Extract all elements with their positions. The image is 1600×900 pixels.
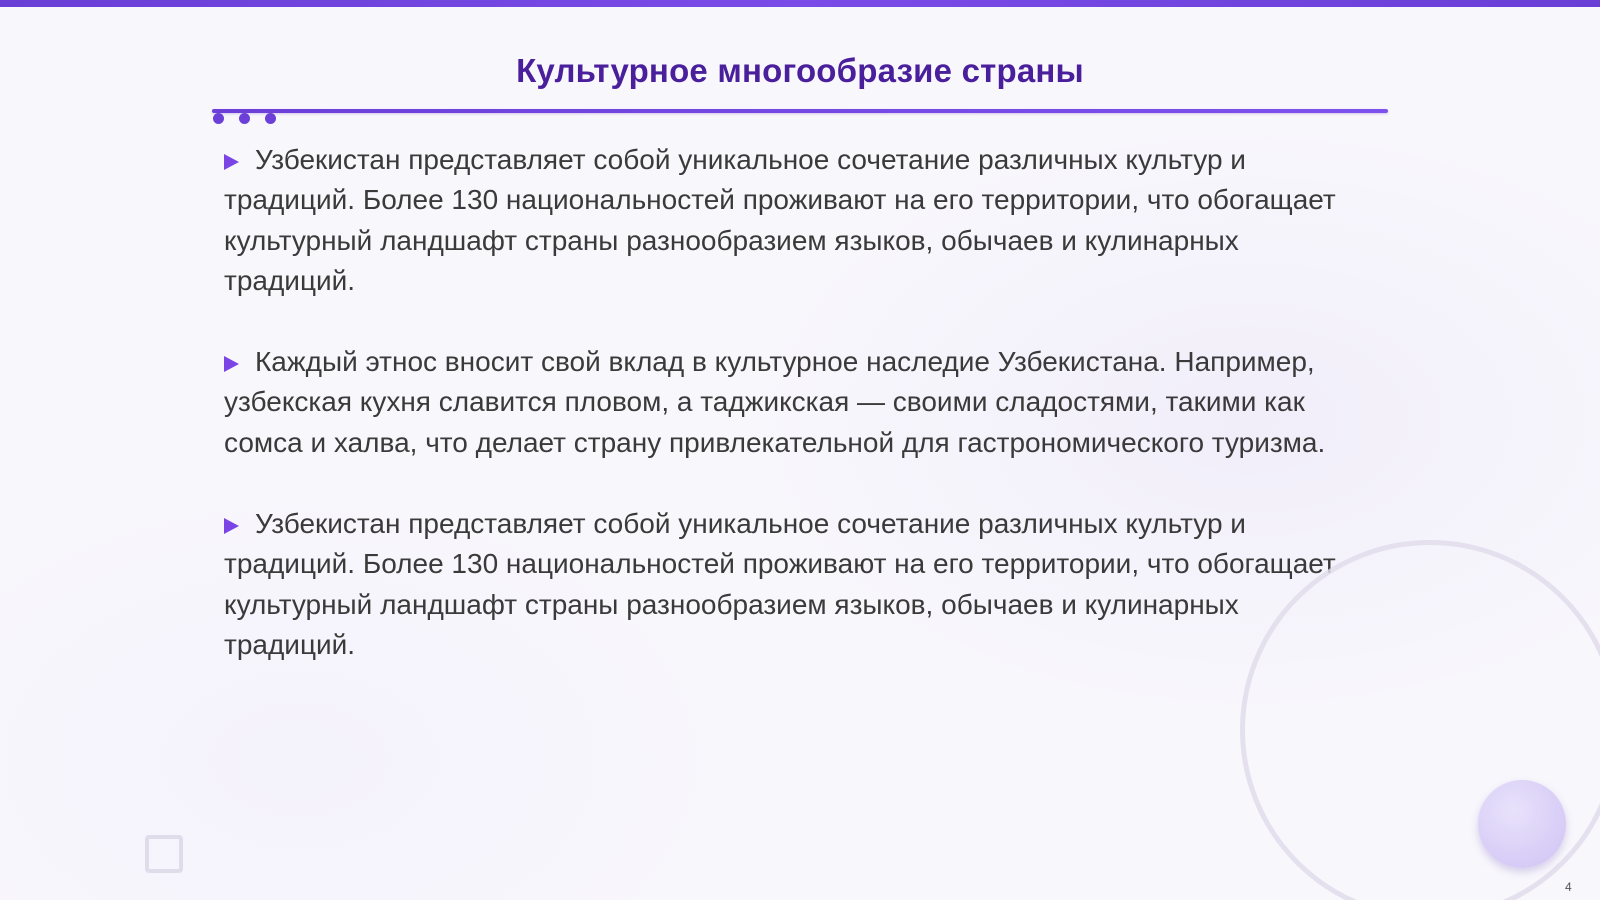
bullet-text: Каждый этнос вносит свой вклад в культурное наследие Узбекистана. Например, узбекская кухня славится пловом, а таджикская — своими сладостями, такими как сомса и халва, что делает страну привлекательной для гастрономического туризма.: [224, 346, 1326, 458]
page-number: 4: [1565, 880, 1572, 894]
decorative-dot: [265, 113, 276, 124]
triangle-bullet-icon: [224, 154, 239, 170]
triangle-bullet-icon: [224, 356, 239, 372]
bullet-item: [224, 504, 1364, 665]
top-accent-bar: [0, 0, 1600, 7]
title-underline: [212, 109, 1388, 113]
bullet-item: [224, 140, 1364, 301]
bullet-item: [224, 342, 1364, 463]
bullet-text: Узбекистан представляет собой уникальное сочетание различных культур и традиций. Более 130 национальностей проживают на его территории, что обогащает культурный ландшафт страны разнообразием языков, обычаев и кулинарных традиций.: [224, 508, 1336, 660]
decorative-dot: [239, 113, 250, 124]
bullet-text: Узбекистан представляет собой уникальное сочетание различных культур и традиций. Более 130 национальностей проживают на его территории, что обогащает культурный ландшафт страны разнообразием языков, обычаев и кулинарных традиций.: [224, 144, 1336, 296]
triangle-bullet-icon: [224, 518, 239, 534]
bullet-list: [224, 140, 1364, 706]
decorative-square: [145, 835, 183, 873]
slide-title: Культурное многообразие страны: [516, 52, 1084, 89]
decorative-circle: [1478, 780, 1566, 868]
decorative-dot: [213, 113, 224, 124]
